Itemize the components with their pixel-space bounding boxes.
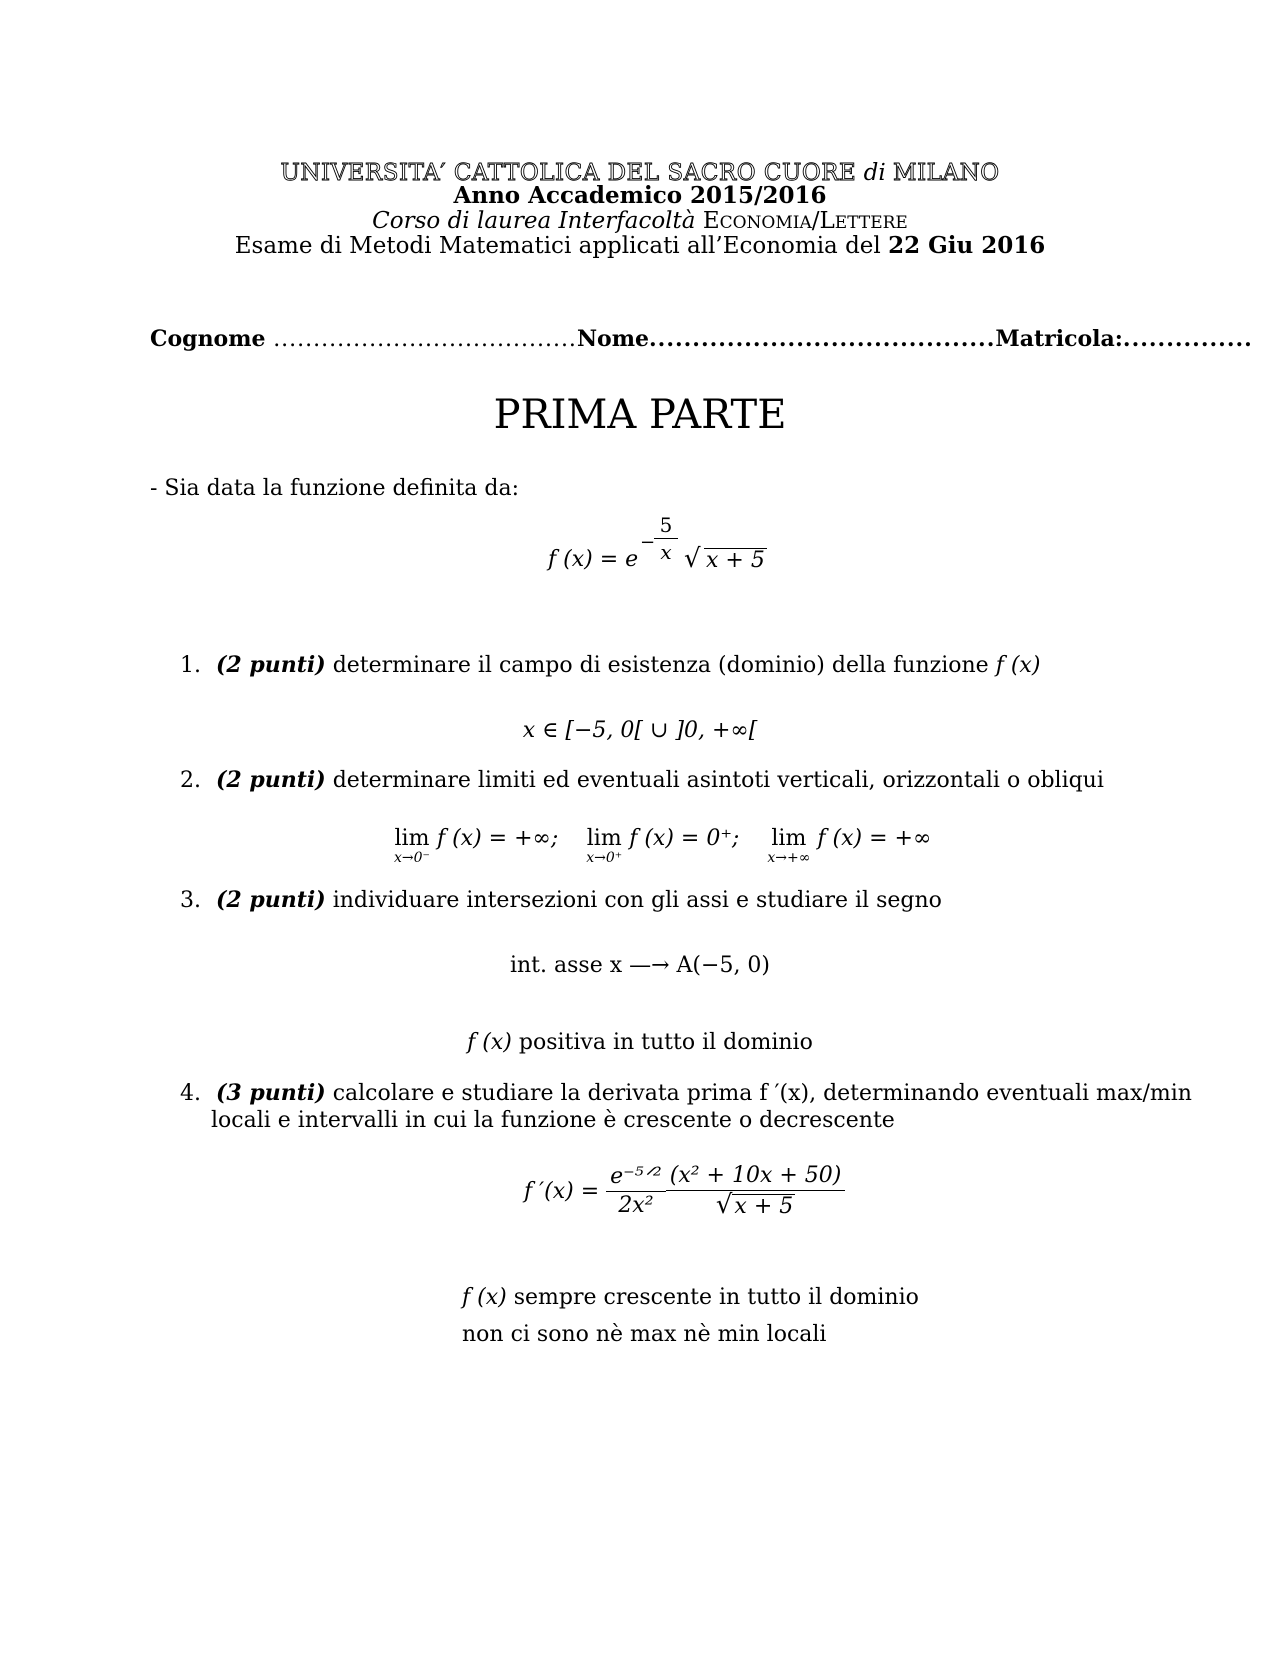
- matricola-blank[interactable]: ...............: [1122, 326, 1253, 352]
- limit-plus-infinity: [767, 826, 810, 865]
- q4-conclusion-text: sempre crescente in tutto il dominio: [513, 1285, 919, 1310]
- nome-label: Nome: [576, 326, 649, 352]
- nome-blank[interactable]: ........................................: [649, 326, 996, 352]
- university-di: di: [863, 160, 886, 186]
- lim-expr: f (x) = 0⁺;: [629, 826, 740, 851]
- frac2-numerator: (x² + 10x + 50): [666, 1162, 846, 1191]
- university-name: UNIVERSITA′ CATTOLICA DEL SACRO CUORE: [280, 160, 857, 186]
- lim-sub: x→0⁺: [586, 850, 623, 866]
- question-2: [180, 767, 1104, 793]
- exponent-sign: −: [640, 532, 656, 553]
- limit-0-minus: [394, 826, 430, 865]
- lim-sub: x→0⁻: [394, 850, 430, 866]
- q2-points: (2 punti): [216, 767, 326, 793]
- course-lettere-rest: ETTERE: [834, 213, 908, 233]
- university-city: MILANO: [893, 160, 1000, 186]
- lim-expr: f (x) = +∞: [817, 826, 932, 851]
- sqrt-symbol: √: [715, 1190, 733, 1220]
- course-economia-rest: CONOMIA: [719, 213, 812, 233]
- q2-limits: [394, 826, 931, 865]
- q1-points: (2 punti): [216, 652, 326, 678]
- derivative-frac-1: [606, 1163, 666, 1220]
- cognome-blank[interactable]: ......................................: [273, 327, 577, 352]
- function-lhs: f (x) = e: [548, 547, 639, 572]
- question-4: [180, 1080, 1192, 1106]
- sqrt-symbol: √: [684, 544, 701, 574]
- course-lettere-initial: L: [819, 208, 835, 234]
- q4-conclusion-math: f (x): [462, 1285, 507, 1310]
- q3-sign-text: positiva in tutto il dominio: [518, 1030, 813, 1055]
- exponent-denominator: x: [660, 540, 672, 564]
- question-1: [180, 652, 1040, 678]
- q4-text-line1: calcolare e studiare la derivata prima f ′(x), determinando eventuali max/min: [332, 1081, 1192, 1106]
- frac1-denominator: 2x²: [618, 1193, 654, 1218]
- frac1-numerator: e⁻⁵ᐟ²: [606, 1163, 666, 1192]
- lim-op: lim: [586, 826, 622, 851]
- q1-answer: x ∈ [−5, 0[ ∪ ]0, +∞[: [522, 718, 758, 743]
- q1-text: determinare il campo di esistenza (dominio) della funzione: [332, 653, 989, 678]
- course-economia-initial: E: [702, 208, 720, 234]
- intro-text: - Sia data la funzione definita da:: [150, 476, 520, 501]
- course-prefix: Corso di laurea Interfacoltà: [372, 208, 696, 234]
- lim-expr: f (x) = +∞;: [436, 826, 559, 851]
- q3-sign-math: f (x): [467, 1030, 512, 1055]
- q4-conclusion-line2: non ci sono nè max nè min locali: [462, 1322, 827, 1347]
- function-radicand: x + 5: [706, 548, 765, 573]
- q3-text: individuare intersezioni con gli assi e studiare il segno: [332, 888, 942, 913]
- q4-points: (3 punti): [216, 1080, 326, 1106]
- q1-text-math: f (x): [995, 653, 1041, 678]
- q2-number: 2.: [180, 768, 201, 793]
- q4-text-line2: locali e intervalli in cui la funzione è crescente o decrescente: [211, 1108, 895, 1133]
- q4-number: 4.: [180, 1081, 201, 1106]
- q4-conclusion-line1: [462, 1285, 919, 1310]
- exam-prefix: Esame di Metodi Matematici applicati all’Economia del: [234, 233, 881, 259]
- q2-text: determinare limiti ed eventuali asintoti verticali, orizzontali o obliqui: [332, 768, 1104, 793]
- course-line: [0, 208, 1280, 236]
- frac2-denominator: [712, 1191, 799, 1221]
- limit-0-plus: [586, 826, 622, 865]
- q4-derivative: [524, 1162, 845, 1221]
- exam-date: 22 Giu 2016: [888, 232, 1046, 259]
- q3-answer-axis: int. asse x —→ A(−5, 0): [509, 953, 771, 978]
- course-slash: /: [811, 208, 820, 234]
- student-fields: [150, 326, 1253, 352]
- q1-number: 1.: [180, 653, 201, 678]
- exponent-numerator: 5: [654, 512, 678, 539]
- lim-sub: x→+∞: [767, 850, 811, 866]
- cognome-label: Cognome: [150, 326, 266, 352]
- q3-answer-sign: [0, 1030, 1280, 1055]
- derivative-frac-2: [666, 1162, 846, 1221]
- section-title: PRIMA PARTE: [493, 392, 787, 438]
- lim-op: lim: [394, 826, 430, 851]
- matricola-label: Matricola:: [995, 326, 1123, 352]
- q3-number: 3.: [180, 888, 201, 913]
- exam-line: [0, 233, 1280, 259]
- academic-year: Anno Accademico 2015/2016: [453, 182, 827, 209]
- frac2-radicand: x + 5: [734, 1194, 794, 1219]
- question-3: [180, 887, 942, 913]
- q3-points: (2 punti): [216, 887, 326, 913]
- lim-op: lim: [771, 826, 807, 851]
- derivative-lhs: f ′(x) =: [524, 1179, 600, 1204]
